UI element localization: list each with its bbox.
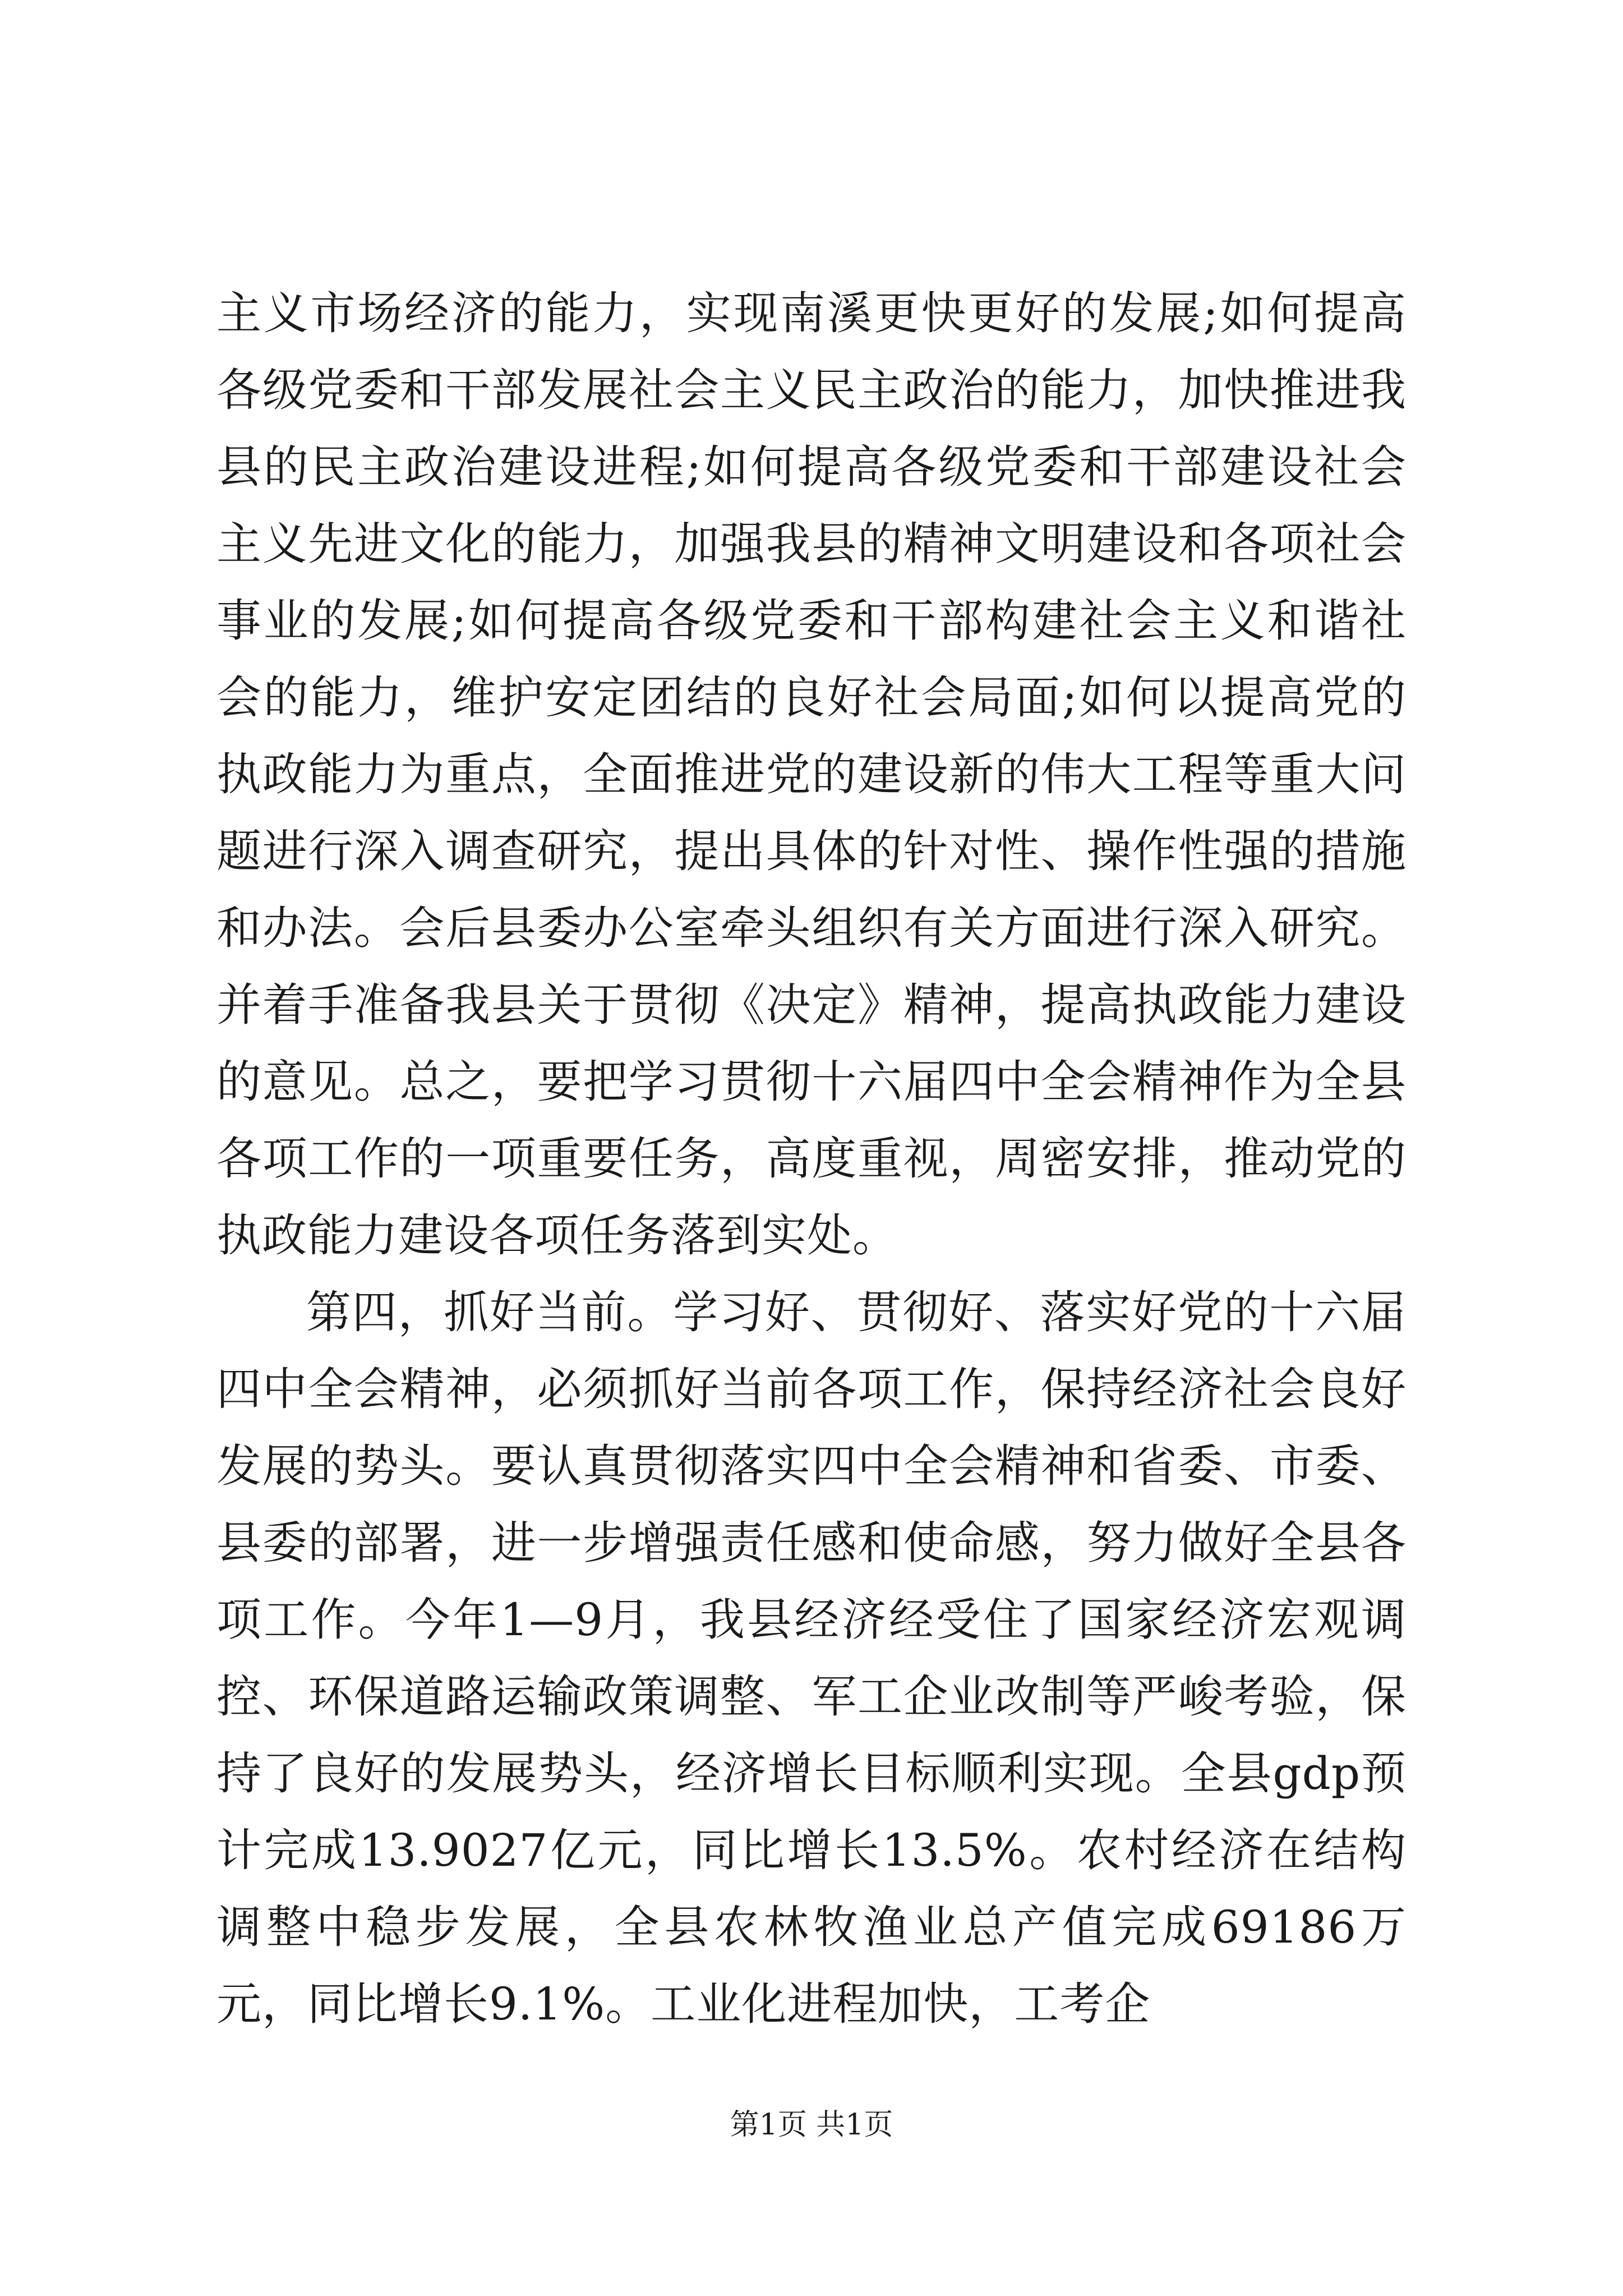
paragraph-continuation: 主义市场经济的能力，实现南溪更快更好的发展;如何提高各级党委和干部发展社会主义民主政治的能力，加快推进我县的民主政治建设进程;如何提高各级党委和干部建设社会主义先进文化的能力，加强我县的精神文明建设和各项社会事业的发展;如何提高各级党委和干部构建社会主义和谐社会的能力，维护安定团结的良好社会局面;如何以提高党的执政能力为重点，全面推进党的建设新的伟大工程等重大问题进行深入调查研究，提出具体的针对性、操作性强的措施和办法。会后县委办公室牵头组织有关方面进行深入研究。并着手准备我县关于贯彻《决定》精神，提高执政能力建设的意见。总之，要把学习贯彻十六届四中全会精神作为全县各项工作的一项重要任务，高度重视，周密安排，推动党的执政能力建设各项任务落到实处。 [216, 287, 1407, 1262]
document-body [216, 275, 1407, 2042]
page-footer: 第1页 共1页 [730, 2108, 893, 2142]
paragraph-fourth-point: 第四，抓好当前。学习好、贯彻好、落实好党的十六届四中全会精神，必须抓好当前各项工作，保持经济社会良好发展的势头。要认真贯彻落实四中全会精神和省委、市委、县委的部署，进一步增强责任感和使命感，努力做好全县各项工作。今年1—9月，我县经济经受住了国家经济宏观调控、环保道路运输政策调整、军工企业改制等严峻考验，保持了良好的发展势头，经济增长目标顺利实现。全县gdp预计完成13.9027亿元，同比增长13.5%。农村经济在结构调整中稳步发展，全县农林牧渔业总产值完成69186万元，同比增长9.1%。工业化进程加快，工考企 [216, 1286, 1407, 2030]
